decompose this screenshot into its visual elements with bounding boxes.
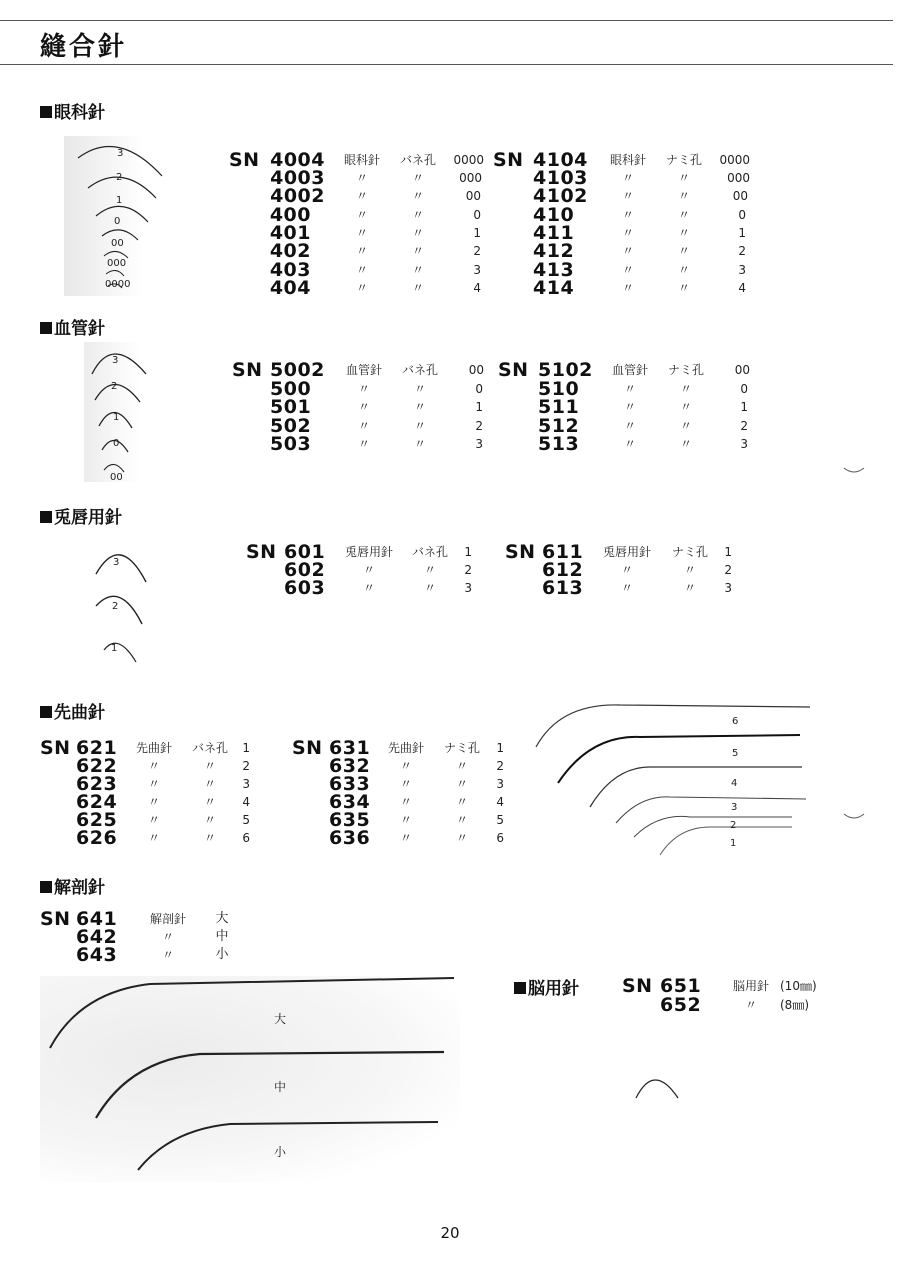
needle-line — [660, 827, 792, 855]
needle-size: 2 — [496, 759, 504, 773]
needle-type: 〃 — [355, 244, 368, 258]
product-code: 603 — [284, 577, 326, 599]
dissection-needle-illustration — [40, 970, 470, 1180]
needle-arc — [92, 354, 146, 374]
size-label: 1 — [113, 412, 120, 423]
eye-type: ナミ孔 — [671, 545, 708, 559]
product-code: 624 — [76, 791, 118, 813]
needle-type: 〃 — [620, 581, 633, 595]
eye-type: 〃 — [203, 795, 216, 809]
product-code: 500 — [270, 378, 312, 400]
product-code: 413 — [533, 259, 575, 281]
product-code: 414 — [533, 277, 575, 299]
product-code: 502 — [270, 415, 312, 437]
eye-type: ナミ孔 — [665, 153, 702, 167]
needle-size: 00 — [732, 189, 748, 203]
product-code: 4003 — [270, 167, 325, 189]
size-label: 3 — [112, 355, 119, 366]
needle-line — [138, 1122, 438, 1170]
eye-type: 〃 — [455, 831, 468, 845]
needle-type: 〃 — [357, 382, 370, 396]
size-label: 小 — [274, 1145, 287, 1159]
needle-type: 〃 — [147, 777, 160, 791]
needle-size: 4 — [738, 281, 746, 295]
product-code: 4002 — [270, 185, 325, 207]
needle-arc — [96, 555, 146, 582]
needle-type: 〃 — [147, 813, 160, 827]
needle-size: 2 — [475, 419, 483, 433]
needle-type: 〃 — [744, 998, 757, 1012]
needle-size: 2 — [473, 244, 481, 258]
eye-type: 〃 — [411, 281, 424, 295]
sn-prefix: SN — [493, 149, 524, 171]
header-bottom-rule — [0, 64, 893, 65]
needle-size: 6 — [242, 831, 250, 845]
sn-prefix: SN — [246, 541, 277, 563]
product-code: 631 — [329, 737, 371, 759]
needle-size: 大 — [215, 911, 229, 926]
size-label: 3 — [117, 148, 124, 159]
needle-size: 0000 — [719, 153, 750, 167]
needle-arc — [96, 206, 148, 222]
product-code: 5002 — [270, 359, 325, 381]
needle-type: 兎唇用針 — [602, 545, 651, 559]
product-code: 636 — [329, 827, 371, 849]
needle-type: 脳用針 — [732, 979, 769, 993]
product-code: 623 — [76, 773, 118, 795]
product-code: 634 — [329, 791, 371, 813]
needle-type: 眼科針 — [609, 153, 646, 167]
size-label: 中 — [274, 1080, 287, 1094]
needle-type: 〃 — [357, 437, 370, 451]
needle-line — [50, 978, 454, 1048]
sn-prefix: SN — [40, 908, 71, 930]
eye-type: 〃 — [203, 831, 216, 845]
needle-size: 1 — [724, 545, 732, 559]
needle-arc — [636, 1080, 678, 1098]
binder-mark — [842, 808, 866, 824]
needle-arc — [106, 270, 124, 276]
product-code: 412 — [533, 240, 575, 262]
needle-type: 〃 — [399, 813, 412, 827]
product-code: 4103 — [533, 167, 588, 189]
eye-type: 〃 — [677, 208, 690, 222]
page-title: 縫合針 — [40, 32, 128, 62]
eye-type: 〃 — [677, 171, 690, 185]
eye-type: 〃 — [679, 400, 692, 414]
product-code: 626 — [76, 827, 118, 849]
needle-arc — [104, 643, 136, 662]
product-code: 400 — [269, 204, 311, 226]
needle-size: 0 — [738, 208, 746, 222]
eye-type: 〃 — [423, 563, 436, 577]
product-code: 403 — [269, 259, 311, 281]
product-code: 611 — [542, 541, 584, 563]
needle-size: 0 — [473, 208, 481, 222]
eye-type: 〃 — [203, 759, 216, 773]
product-code: 501 — [270, 396, 312, 418]
product-code: 652 — [660, 994, 702, 1016]
size-label: 1 — [730, 838, 737, 849]
needle-type: 〃 — [621, 263, 634, 277]
needle-size: 5 — [242, 813, 250, 827]
needle-type: 血管針 — [345, 363, 382, 377]
needle-type: 先曲針 — [387, 741, 424, 755]
needle-type: 〃 — [355, 226, 368, 240]
product-code: 511 — [538, 396, 580, 418]
needle-type: 〃 — [621, 226, 634, 240]
size-label: 6 — [732, 716, 739, 727]
product-code: 4004 — [270, 149, 325, 171]
eye-type: 〃 — [677, 189, 690, 203]
needle-type: 〃 — [355, 189, 368, 203]
eye-type: 〃 — [411, 226, 424, 240]
product-code: 503 — [270, 433, 312, 455]
product-code: 513 — [538, 433, 580, 455]
product-code: 5102 — [538, 359, 593, 381]
needle-size: 小 — [215, 947, 229, 962]
section-heading-vascular: 血管針 — [40, 314, 105, 339]
needle-arc — [104, 464, 124, 472]
needle-type: 〃 — [620, 563, 633, 577]
product-code: 4104 — [533, 149, 588, 171]
needle-size: 4 — [242, 795, 250, 809]
needle-type: 〃 — [623, 419, 636, 433]
size-label: 4 — [731, 778, 738, 789]
needle-type: 〃 — [399, 759, 412, 773]
needle-type: 〃 — [399, 831, 412, 845]
product-code: 621 — [76, 737, 118, 759]
square-bullet-icon — [40, 511, 52, 523]
needle-type: 〃 — [621, 208, 634, 222]
needle-line — [616, 797, 806, 823]
sn-prefix: SN — [232, 359, 263, 381]
size-label: 2 — [111, 381, 118, 392]
eye-type: 〃 — [679, 382, 692, 396]
eye-type: 〃 — [423, 581, 436, 595]
product-code: 635 — [329, 809, 371, 831]
sn-prefix: SN — [622, 975, 653, 997]
needle-type: 〃 — [355, 263, 368, 277]
page-number: 20 — [440, 1224, 460, 1242]
eye-type: 〃 — [683, 581, 696, 595]
needle-type: 〃 — [621, 171, 634, 185]
needle-size: 00 — [468, 363, 484, 377]
needle-size: 1 — [464, 545, 472, 559]
binder-mark — [842, 462, 866, 478]
needle-size: 3 — [724, 581, 732, 595]
eye-type: ナミ孔 — [443, 741, 480, 755]
eye-type: 〃 — [683, 563, 696, 577]
eye-type: 〃 — [679, 419, 692, 433]
needle-type: 〃 — [355, 171, 368, 185]
square-bullet-icon — [514, 982, 526, 994]
eye-type: 〃 — [455, 795, 468, 809]
needle-size: 2 — [738, 244, 746, 258]
needle-type: 〃 — [147, 831, 160, 845]
needle-type: 〃 — [623, 382, 636, 396]
square-bullet-icon — [40, 322, 52, 334]
needle-type: 〃 — [399, 777, 412, 791]
section-heading-brain: 脳用針 — [514, 974, 579, 999]
size-label: 000 — [107, 258, 127, 269]
size-label: 2 — [116, 172, 123, 183]
needle-size: 1 — [740, 400, 748, 414]
needle-type: 血管針 — [611, 363, 648, 377]
needle-type: 眼科針 — [343, 153, 380, 167]
needle-type: 〃 — [161, 948, 174, 962]
eye-type: バネ孔 — [399, 153, 436, 167]
needle-size: 000 — [459, 171, 482, 185]
needle-type: 〃 — [362, 563, 375, 577]
product-code: 404 — [269, 277, 311, 299]
needle-size: 0 — [740, 382, 748, 396]
needle-size: 2 — [242, 759, 250, 773]
sn-prefix: SN — [498, 359, 529, 381]
needle-type: 〃 — [362, 581, 375, 595]
needle-type: 〃 — [161, 930, 174, 944]
needle-line — [96, 1052, 444, 1118]
needle-size: 2 — [740, 419, 748, 433]
size-label: 大 — [274, 1012, 287, 1026]
size-label: 1 — [116, 195, 123, 206]
product-code: 410 — [533, 204, 575, 226]
product-code: 651 — [660, 975, 702, 997]
product-code: 602 — [284, 559, 326, 581]
eye-type: 〃 — [677, 263, 690, 277]
section-heading-dissection: 解剖針 — [40, 873, 105, 898]
size-label: 00 — [110, 472, 123, 483]
section-heading-ophthalmic: 眼科針 — [40, 98, 105, 123]
eye-type: 〃 — [455, 777, 468, 791]
square-bullet-icon — [40, 881, 52, 893]
needle-size: 00 — [734, 363, 750, 377]
needle-size: 5 — [496, 813, 504, 827]
needle-size: 3 — [475, 437, 483, 451]
eye-type: 〃 — [203, 813, 216, 827]
size-label: 0000 — [105, 279, 131, 290]
needle-type: 〃 — [399, 795, 412, 809]
needle-size: 1 — [473, 226, 481, 240]
needle-line — [536, 705, 810, 747]
eye-type: バネ孔 — [191, 741, 228, 755]
product-code: 613 — [542, 577, 584, 599]
sn-prefix: SN — [292, 737, 323, 759]
needle-size: 00 — [465, 189, 481, 203]
sn-prefix: SN — [229, 149, 260, 171]
sn-prefix: SN — [40, 737, 71, 759]
sn-prefix: SN — [505, 541, 536, 563]
section-heading-cleft-lip: 兎唇用針 — [40, 503, 122, 528]
needle-type: 〃 — [621, 244, 634, 258]
needle-type: 〃 — [621, 281, 634, 295]
needle-type: 〃 — [623, 400, 636, 414]
size-label: 2 — [730, 820, 737, 831]
needle-size: 3 — [242, 777, 250, 791]
size-label: 00 — [111, 238, 124, 249]
needle-type: 〃 — [355, 281, 368, 295]
needle-type: 〃 — [357, 419, 370, 433]
needle-size: 4 — [496, 795, 504, 809]
product-code: 633 — [329, 773, 371, 795]
eye-type: 〃 — [411, 244, 424, 258]
needle-size: 6 — [496, 831, 504, 845]
eye-type: 〃 — [677, 281, 690, 295]
needle-size: 4 — [473, 281, 481, 295]
needle-type: 解剖針 — [149, 912, 186, 926]
product-code: 622 — [76, 755, 118, 777]
needle-size: 1 — [496, 741, 504, 755]
eye-type: 〃 — [455, 759, 468, 773]
needle-type: 〃 — [621, 189, 634, 203]
square-bullet-icon — [40, 106, 52, 118]
needle-size: 1 — [475, 400, 483, 414]
product-code: 632 — [329, 755, 371, 777]
eye-type: バネ孔 — [411, 545, 448, 559]
size-label: 3 — [731, 802, 738, 813]
cleft-lip-needle-illustration — [90, 536, 160, 666]
product-code: 643 — [76, 944, 118, 966]
needle-size: 2 — [464, 563, 472, 577]
needle-type: 先曲針 — [135, 741, 172, 755]
needle-arc — [96, 596, 142, 624]
needle-size: 2 — [724, 563, 732, 577]
needle-size: 3 — [464, 581, 472, 595]
size-label: 5 — [732, 748, 739, 759]
eye-type: ナミ孔 — [667, 363, 704, 377]
eye-type: 〃 — [411, 171, 424, 185]
eye-type: 〃 — [411, 263, 424, 277]
needle-size: (8㎜) — [780, 998, 809, 1012]
eye-type: 〃 — [411, 208, 424, 222]
eye-type: 〃 — [413, 419, 426, 433]
product-code: 512 — [538, 415, 580, 437]
needle-size: 1 — [738, 226, 746, 240]
size-label: 0 — [114, 216, 121, 227]
square-bullet-icon — [40, 706, 52, 718]
section-heading-tip-curved: 先曲針 — [40, 698, 105, 723]
product-code: 641 — [76, 908, 118, 930]
product-code: 4102 — [533, 185, 588, 207]
product-code: 401 — [269, 222, 311, 244]
brain-needle-illustration — [630, 1068, 686, 1102]
product-code: 402 — [269, 240, 311, 262]
eye-type: 〃 — [677, 244, 690, 258]
needle-size: 1 — [242, 741, 250, 755]
product-code: 601 — [284, 541, 326, 563]
tip-curved-needle-illustration — [530, 695, 820, 865]
product-code: 642 — [76, 926, 118, 948]
eye-type: 〃 — [413, 382, 426, 396]
needle-size: 中 — [215, 929, 229, 944]
needle-type: 兎唇用針 — [344, 545, 393, 559]
product-code: 411 — [533, 222, 575, 244]
size-label: 0 — [113, 438, 120, 449]
size-label: 1 — [111, 643, 118, 654]
needle-size: 3 — [740, 437, 748, 451]
needle-size: 3 — [496, 777, 504, 791]
needle-size: (10㎜) — [780, 979, 817, 993]
eye-type: 〃 — [677, 226, 690, 240]
size-label: 2 — [112, 601, 119, 612]
needle-line — [558, 735, 800, 783]
needle-arc — [95, 384, 140, 402]
eye-type: 〃 — [411, 189, 424, 203]
needle-type: 〃 — [147, 795, 160, 809]
needle-size: 0000 — [453, 153, 484, 167]
eye-type: バネ孔 — [401, 363, 438, 377]
needle-size: 0 — [475, 382, 483, 396]
needle-type: 〃 — [147, 759, 160, 773]
size-label: 3 — [113, 557, 120, 568]
product-code: 625 — [76, 809, 118, 831]
needle-size: 3 — [473, 263, 481, 277]
eye-type: 〃 — [413, 437, 426, 451]
needle-type: 〃 — [355, 208, 368, 222]
product-code: 510 — [538, 378, 580, 400]
needle-type: 〃 — [357, 400, 370, 414]
header-top-rule — [0, 20, 893, 21]
product-code: 612 — [542, 559, 584, 581]
eye-type: 〃 — [413, 400, 426, 414]
needle-size: 000 — [727, 171, 750, 185]
eye-type: 〃 — [455, 813, 468, 827]
eye-type: 〃 — [679, 437, 692, 451]
needle-size: 3 — [738, 263, 746, 277]
needle-type: 〃 — [623, 437, 636, 451]
needle-line — [590, 767, 802, 807]
eye-type: 〃 — [203, 777, 216, 791]
